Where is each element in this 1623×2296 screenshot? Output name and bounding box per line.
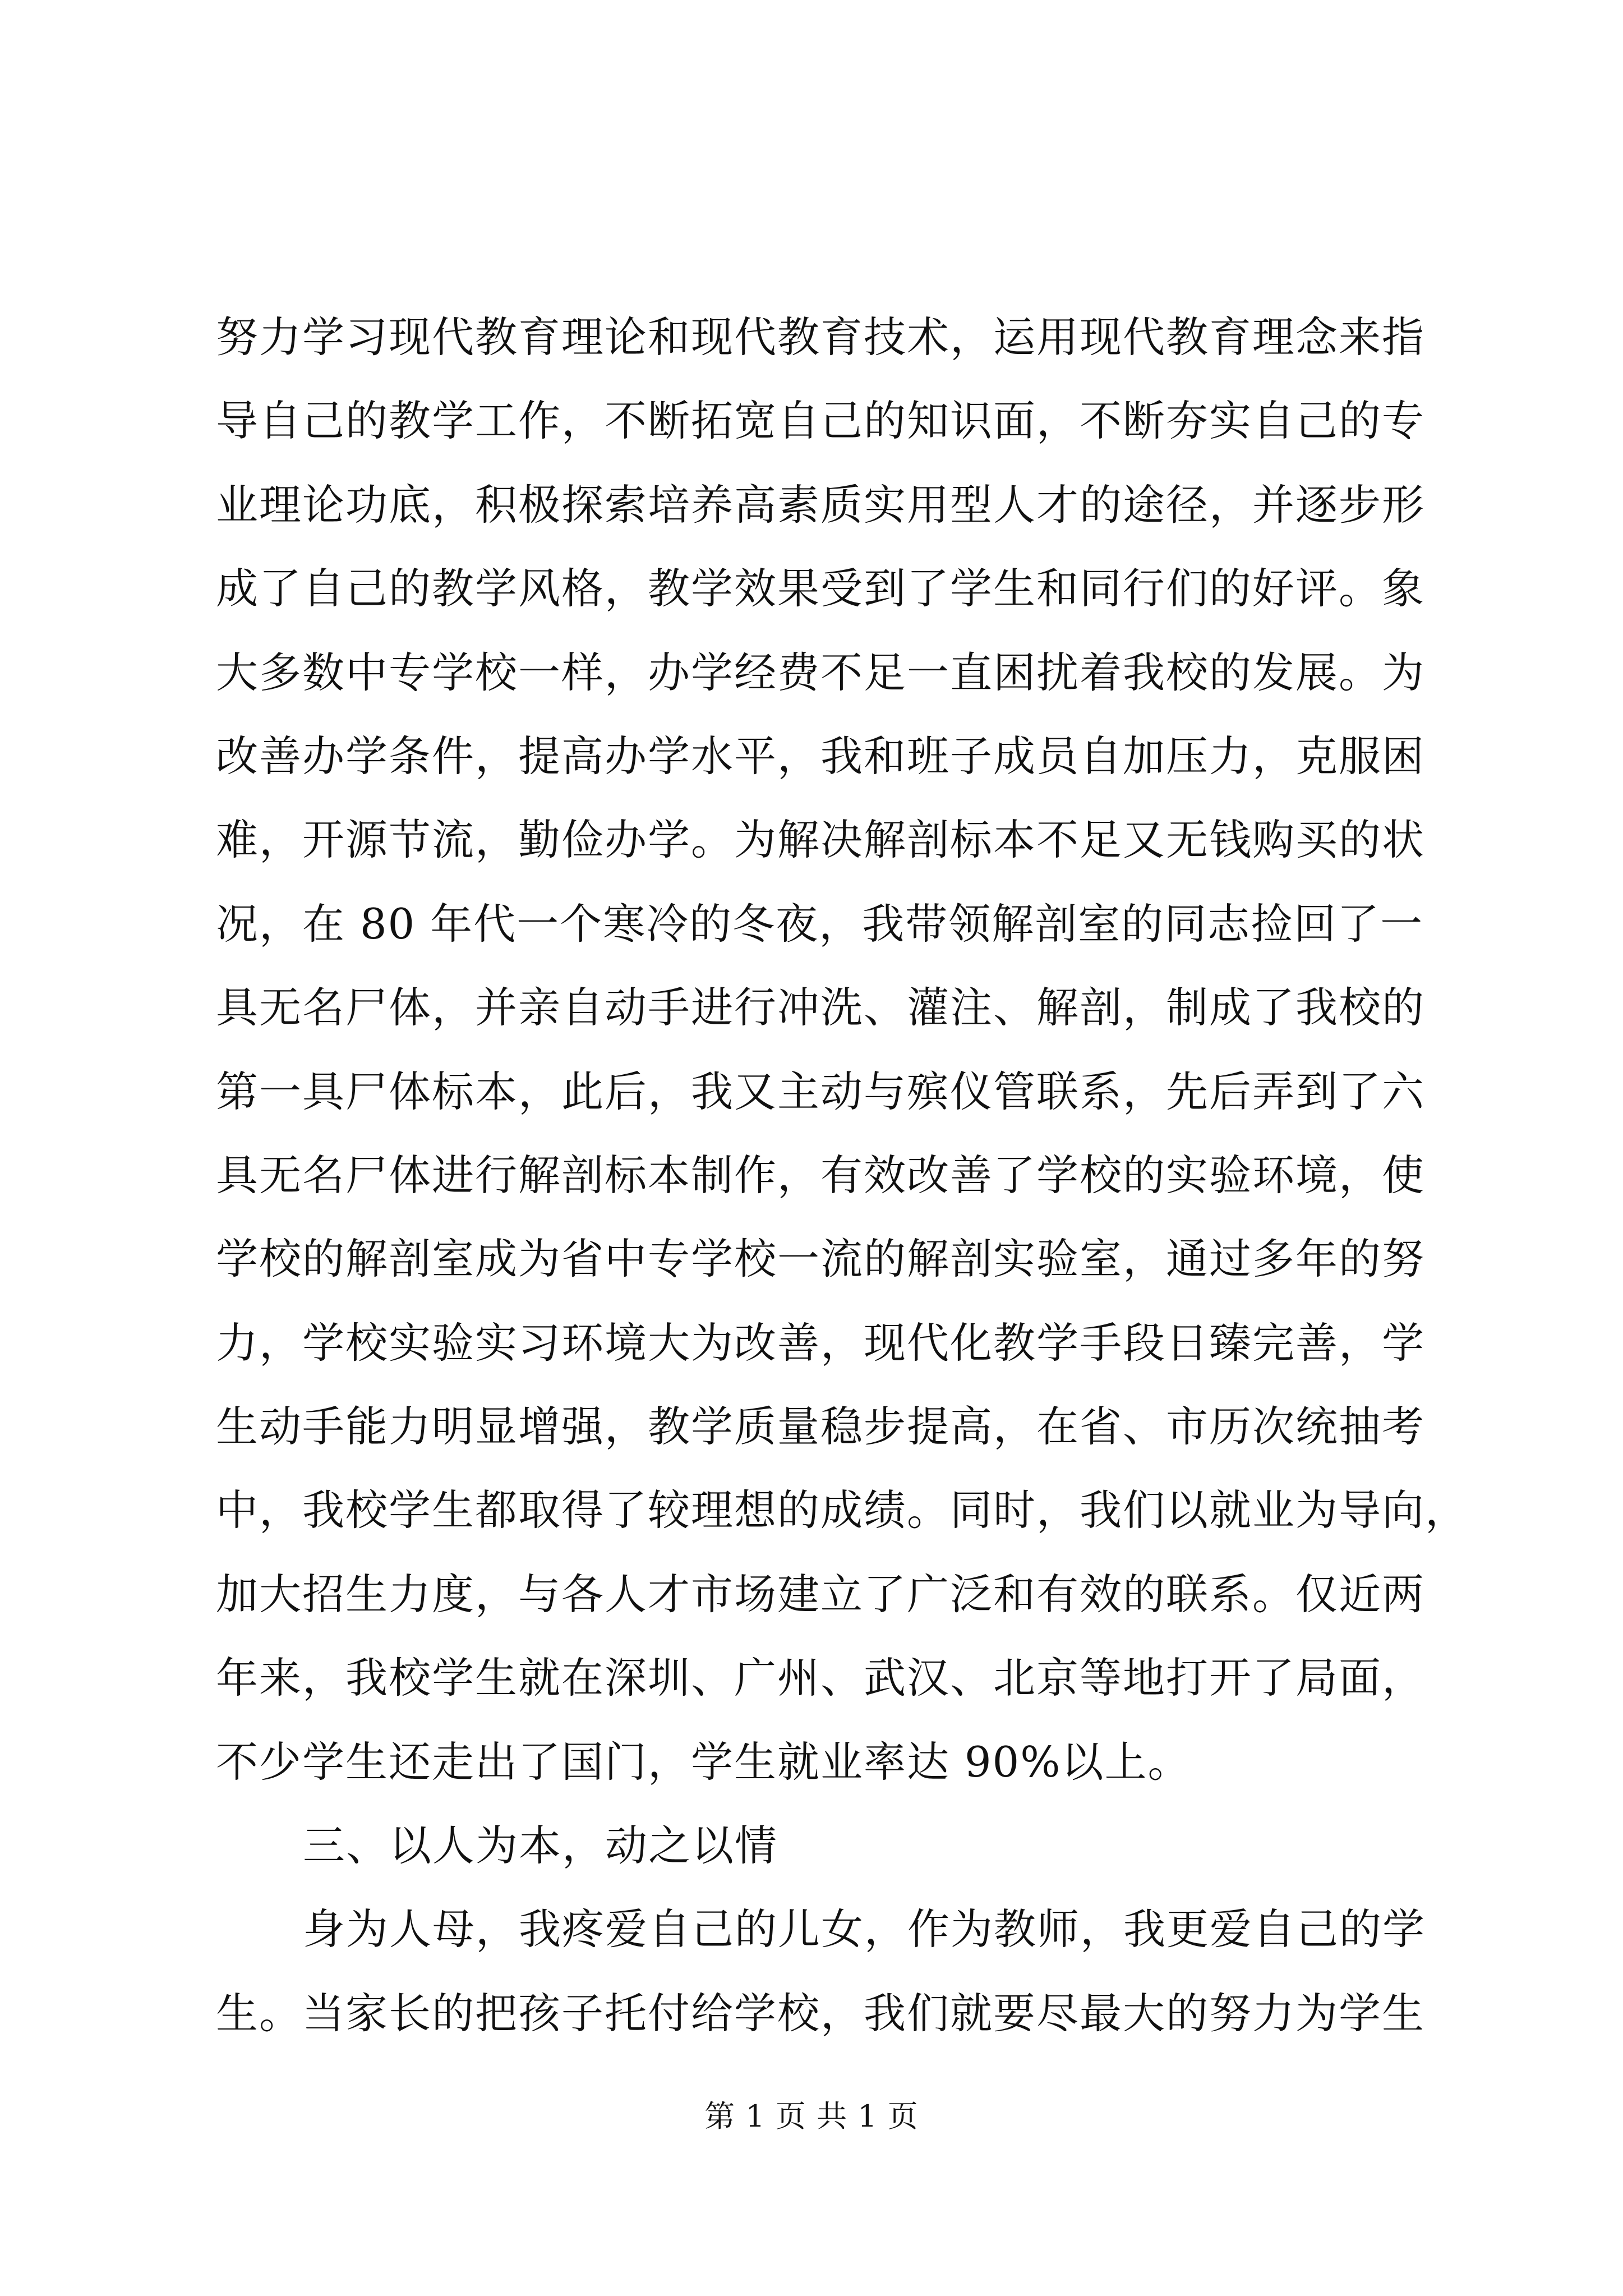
body-text — [216, 296, 1469, 2055]
text-line: 生。当家长的把孩子托付给学校，我们就要尽最大的努力为学生 — [216, 1988, 1426, 2038]
text-line: 第一具尸体标本，此后，我又主动与殡仪管联系，先后弄到了六 — [216, 1066, 1426, 1116]
text-line: 改善办学条件，提高办学水平，我和班子成员自加压力，克服困 — [216, 731, 1426, 781]
text-line: 成了自己的教学风格，教学效果受到了学生和同行们的好评。象 — [216, 564, 1426, 614]
text-line: 努力学习现代教育理论和现代教育技术，运用现代教育理念来指 — [216, 312, 1426, 362]
text-line: 业理论功底，积极探索培养高素质实用型人才的途径，并逐步形 — [216, 480, 1426, 530]
text-line: 力，学校实验实习环境大为改善，现代化教学手段日臻完善，学 — [216, 1318, 1426, 1368]
text-line: 身为人母，我疼爱自己的儿女，作为教师，我更爱自己的学 — [303, 1904, 1426, 1954]
text-line: 具无名尸体进行解剖标本制作，有效改善了学校的实验环境，使 — [216, 1150, 1426, 1200]
page-footer: 第 1 页 共 1 页 — [704, 2099, 919, 2134]
text-line: 年来，我校学生就在深圳、广州、武汉、北京等地打开了局面， — [216, 1653, 1426, 1703]
text-line: 加大招生力度，与各人才市场建立了广泛和有效的联系。仅近两 — [216, 1569, 1426, 1619]
section-heading: 三、以人为本，动之以情 — [303, 1821, 778, 1871]
text-line: 学校的解剖室成为省中专学校一流的解剖实验室，通过多年的努 — [216, 1234, 1426, 1284]
text-line: 导自己的教学工作，不断拓宽自己的知识面，不断夯实自己的专 — [216, 396, 1426, 446]
text-line: 不少学生还走出了国门，学生就业率达 90%以上。 — [216, 1737, 1191, 1787]
text-line: 大多数中专学校一样，办学经费不足一直困扰着我校的发展。为 — [216, 647, 1426, 697]
text-line: 中，我校学生都取得了较理想的成绩。同时，我们以就业为导向， — [216, 1485, 1469, 1535]
text-line: 难，开源节流，勤俭办学。为解决解剖标本不足又无钱购买的状 — [216, 815, 1426, 865]
text-line: 具无名尸体，并亲自动手进行冲洗、灌注、解剖，制成了我校的 — [216, 983, 1426, 1033]
text-line: 况，在 80 年代一个寒冷的冬夜，我带领解剖室的同志捡回了一 — [216, 899, 1424, 949]
text-line: 生动手能力明显增强，教学质量稳步提高，在省、市历次统抽考 — [216, 1402, 1426, 1452]
